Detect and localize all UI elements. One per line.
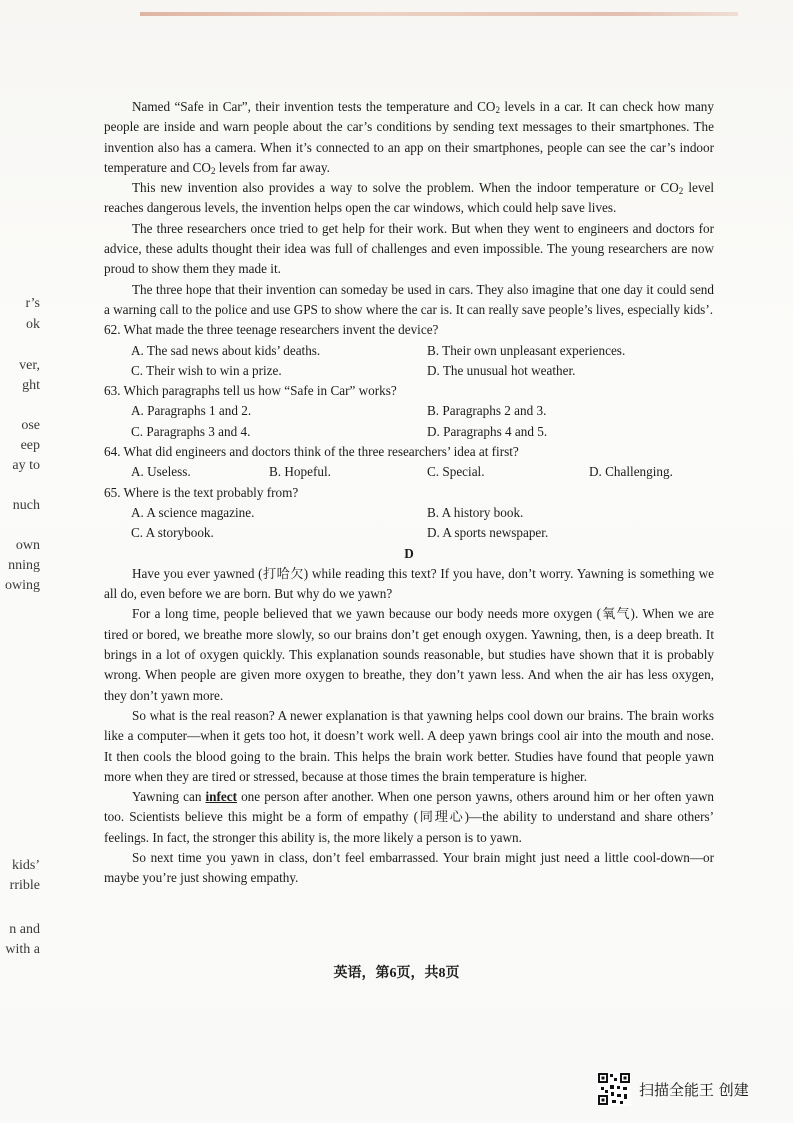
question-64-option-b[interactable]: B. Hopeful.	[269, 464, 331, 480]
question-65-option-d[interactable]: D. A sports newspaper.	[427, 525, 549, 541]
question-63-option-b[interactable]: B. Paragraphs 2 and 3.	[427, 403, 547, 419]
margin-bleed-fragment: ght	[22, 378, 40, 393]
margin-bleed-fragment: ose	[21, 418, 40, 433]
margin-bleed-fragment: ay to	[12, 458, 40, 473]
question-62-stem: 62. What made the three teenage researchers invent the device?	[104, 322, 439, 338]
passage-c-paragraph-1: Named “Safe in Car”, their invention tests the temperature and $CO_2$ levels in a car. It can check how many people are inside and warn people about the car’s conditions by sending text messages to their smartphones. The invention also has a camera. When it’s connected to an app on their smartphones, people can see the car’s indoor temperature and $CO_2$ levels from far away.	[104, 99, 714, 176]
margin-bleed-fragment: r’s	[25, 296, 40, 311]
question-65-stem: 65. Where is the text probably from?	[104, 484, 299, 500]
passage-d-paragraph-2: For a long time, people believed that we yawn because our body needs more oxygen (氧气). When we are tired or bored, we breathe more slowly, so our brains don’t get enough oxygen. Yawning, then, is a deep breath. It brings in a lot of oxygen quickly. This explanation sounds reasonable, but studies have shown that it is probably wrong. When people are given more oxygen to breathe, they don’t yawn less. And when the air has less oxygen, they don’t yawn more.	[104, 606, 714, 703]
question-65-option-a[interactable]: A. A science magazine.	[131, 504, 255, 520]
question-65-options	[104, 503, 714, 544]
margin-bleed-fragment: owing	[5, 578, 40, 593]
question-64-stem: 64. What did engineers and doctors think of the three researchers’ idea at first?	[104, 444, 519, 460]
passage-c-paragraph-4: The three hope that their invention can someday be used in cars. They also imagine that one day it could send a warning call to the police and use GPS to show where the car is. It can really save people’s lives, especially kids’.	[104, 281, 714, 317]
question-62-option-b[interactable]: B. Their own unpleasant experiences.	[427, 342, 626, 358]
scan-edge-strip	[140, 12, 738, 16]
question-62-options	[104, 341, 714, 382]
margin-bleed-fragment: with a	[5, 942, 40, 957]
question-62-option-a[interactable]: A. The sad news about kids’ deaths.	[131, 342, 321, 358]
margin-bleed-fragment: kids’	[12, 858, 40, 873]
question-65-option-b[interactable]: B. A history book.	[427, 504, 524, 520]
scanner-watermark-text: 扫描全能王 创建	[639, 1080, 749, 1099]
margin-bleed-fragment: own	[15, 538, 40, 553]
question-63-stem: 63. Which paragraphs tell us how “Safe in Car” works?	[104, 383, 397, 399]
question-64-options	[104, 462, 714, 482]
passage-d-paragraph-1: Have you ever yawned (打哈欠) while reading this text? If you have, don’t worry. Yawning is something we all do, even before we are born. But why do we yawn?	[104, 565, 714, 602]
page-footer: 英语，第6页，共8页	[333, 966, 460, 981]
margin-bleed-fragment: ok	[26, 317, 40, 332]
passage-d-paragraph-4: Yawning can infect one person after another. When one person yawns, others around him or her often yawn too. Scientists believe this might be a form of empathy (同理心)—the ability to understand and share others’ feelings. In fact, the stronger this ability is, the more likely a person is to yawn.	[104, 789, 714, 845]
passage-d-paragraph-5: So next time you yawn in class, don’t feel embarrassed. Your brain might just need a little cool-down—or maybe you’re just showing empathy.	[104, 849, 714, 886]
passage-c-paragraph-3: The three researchers once tried to get help for their work. But when they went to engineers and doctors for advice, these adults thought their idea was full of challenges and even impossible. The young researchers are now proud to show them they made it.	[104, 220, 714, 277]
question-64-option-c[interactable]: C. Special.	[427, 464, 485, 480]
qr-code-icon	[597, 1072, 631, 1106]
question-62-option-d[interactable]: D. The unusual hot weather.	[427, 362, 576, 378]
margin-bleed-fragment: nuch	[12, 498, 40, 513]
question-63-option-d[interactable]: D. Paragraphs 4 and 5.	[427, 423, 548, 439]
question-64-option-d[interactable]: D. Challenging.	[589, 464, 673, 480]
question-65-option-c[interactable]: C. A storybook.	[131, 525, 214, 541]
passage-c-paragraph-2: This new invention also provides a way to solve the problem. When the indoor temperature or $CO_2$ level reaches dangerous levels, the invention helps open the car windows, which could help save lives.	[104, 180, 714, 216]
scanner-watermark	[597, 1071, 749, 1107]
question-63-options	[104, 401, 714, 442]
underlined-word-infect: infect	[205, 789, 237, 805]
question-64-option-a[interactable]: A. Useless.	[131, 464, 191, 480]
question-62-option-c[interactable]: C. Their wish to win a prize.	[131, 362, 282, 378]
question-63-option-a[interactable]: A. Paragraphs 1 and 2.	[131, 403, 252, 419]
exam-content	[104, 97, 714, 889]
margin-bleed-fragment: ver,	[19, 358, 40, 373]
margin-bleed-fragment: rrible	[9, 878, 40, 893]
margin-bleed-fragment: n and	[9, 922, 40, 937]
passage-d-heading: D	[404, 545, 414, 561]
question-63-option-c[interactable]: C. Paragraphs 3 and 4.	[131, 423, 251, 439]
margin-bleed-fragment: eep	[20, 438, 40, 453]
margin-bleed-fragment: nning	[8, 558, 40, 573]
passage-d-paragraph-3: So what is the real reason? A newer explanation is that yawning helps cool down our brains. The brain works like a computer—when it gets too hot, it doesn’t work well. A deep yawn brings cool air into the mouth and nose. It then cools the blood going to the brain. This helps the brain work better. Studies have found that people yawn more when they are tired or stressed, because at those times the brain temperature is higher.	[104, 707, 714, 784]
